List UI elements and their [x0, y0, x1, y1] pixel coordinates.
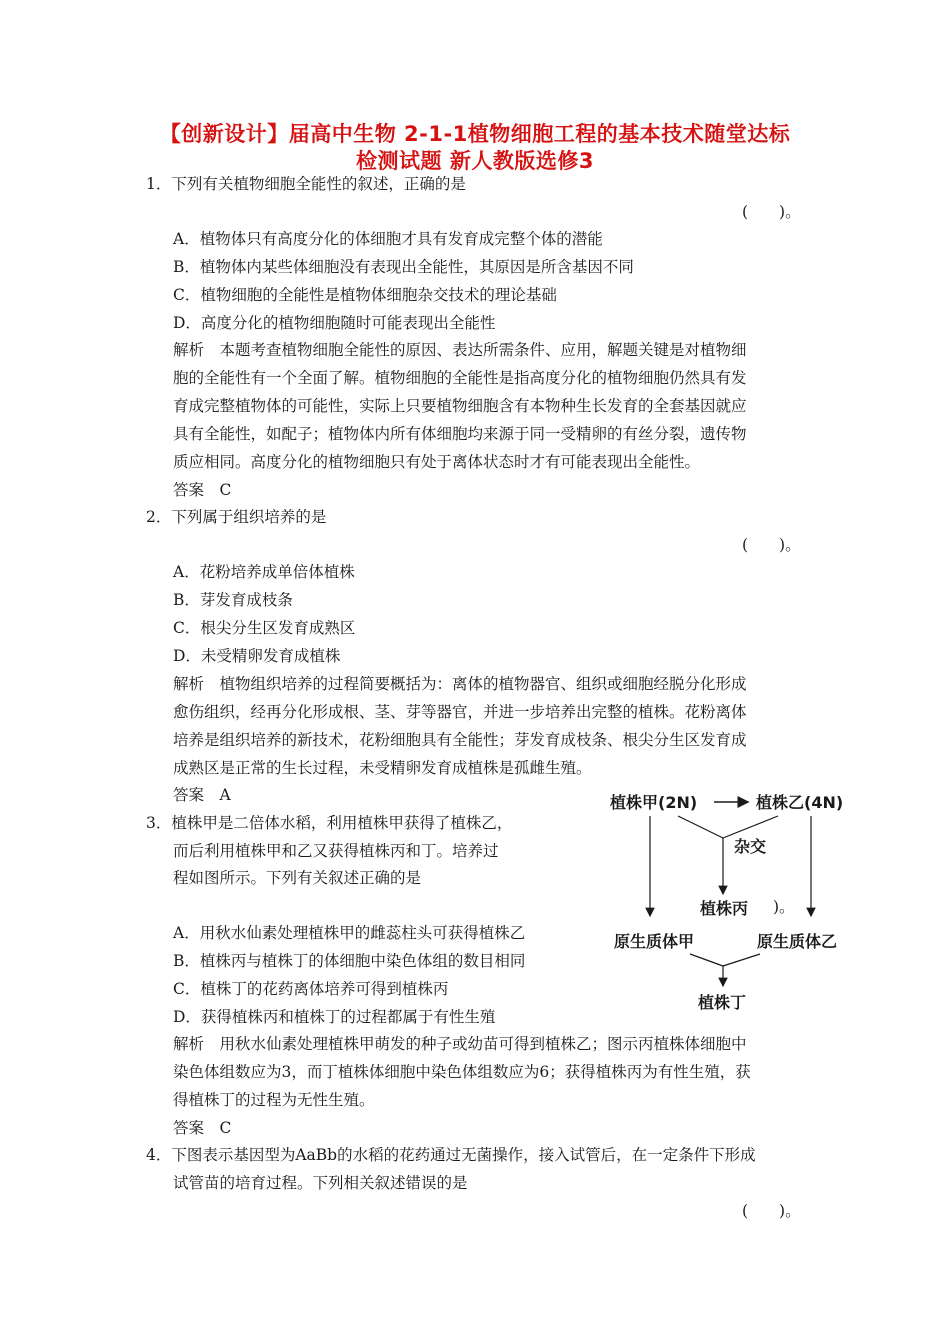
q3-breeding-diagram — [600, 786, 860, 1021]
q1-analysis-line: 胞的全能性有一个全面了解。植物细胞的全能性是指高度分化的植物细胞仍然具有发 — [173, 369, 747, 387]
q3-option-b: B．植株丙与植株丁的体细胞中染色体组的数目相同 — [173, 952, 526, 970]
q3-stem-line: 而后利用植株甲和乙又获得植株丙和丁。培养过 — [173, 842, 499, 860]
q2-answer-blank: ( )。 — [742, 536, 801, 554]
fusion-line-right — [723, 954, 760, 966]
plant-d-label: 植株丁 — [698, 993, 747, 1012]
q2-option-a: A．花粉培养成单倍体植株 — [173, 563, 355, 581]
plant-b-label: 植株乙(4N) — [756, 793, 844, 812]
q2-analysis-line: 愈伤组织，经再分化形成根、茎、芽等器官，并进一步培养出完整的植株。花粉离体 — [173, 703, 747, 721]
q3-option-d: D．获得植株丙和植株丁的过程都属于有性生殖 — [173, 1008, 496, 1026]
q1-option-c: C．植物细胞的全能性是植物体细胞杂交技术的理论基础 — [173, 286, 557, 304]
q1-option-d: D．高度分化的植物细胞随时可能表现出全能性 — [173, 314, 496, 332]
cross-line-right — [723, 816, 778, 838]
q3-stem-line: 3．植株甲是二倍体水稻，利用植株甲获得了植株乙， — [146, 814, 513, 832]
q1-analysis-line: 具有全能性，如配子；植物体内所有体细胞均来源于同一受精卵的有丝分裂，遗传物 — [173, 425, 747, 443]
q3-analysis-line: 染色体组数应为3，而丁植株体细胞中染色体组数应为6；获得植株丙为有性生殖，获 — [173, 1063, 751, 1081]
q1-option-a: A．植物体只有高度分化的体细胞才具有发育成完整个体的潜能 — [173, 230, 603, 248]
cross-label: 杂交 — [734, 837, 767, 856]
q1-analysis-line: 质应相同。高度分化的植物细胞只有处于离体状态时才有可能表现出全能性。 — [173, 453, 701, 471]
q1-option-b: B．植物体内某些体细胞没有表现出全能性，其原因是所含基因不同 — [173, 258, 634, 276]
q2-analysis-line: 解析 植物组织培养的过程简要概括为：离体的植物器官、组织或细胞经脱分化形成 — [173, 675, 747, 693]
q1-answer: 答案 C — [173, 481, 232, 499]
q3-answer-blank: )。 — [773, 898, 795, 916]
q1-analysis-line: 育成完整植物体的可能性，实际上只要植物细胞含有本物种生长发育的全套基因就应 — [173, 397, 747, 415]
q3-analysis-line: 得植株丁的过程为无性生殖。 — [173, 1091, 375, 1109]
plant-c-label: 植株丙 — [700, 899, 749, 918]
q3-stem-line: 程如图所示。下列有关叙述正确的是 — [173, 869, 422, 887]
q1-answer-blank: ( )。 — [742, 203, 801, 221]
q3-analysis-line: 解析 用秋水仙素处理植株甲萌发的种子或幼苗可得到植株乙；图示丙植株体细胞中 — [173, 1035, 747, 1053]
q3-answer: 答案 C — [173, 1119, 232, 1137]
q2-analysis-line: 成熟区是正常的生长过程，未受精卵发育成植株是孤雌生殖。 — [173, 759, 592, 777]
fusion-line-left — [690, 954, 723, 966]
document-title-line-1: 【创新设计】届高中生物 2-1-1植物细胞工程的基本技术随堂达标 — [159, 122, 791, 146]
q3-option-a: A．用秋水仙素处理植株甲的雌蕊柱头可获得植株乙 — [173, 924, 526, 942]
cross-line-left — [678, 816, 723, 838]
q2-answer: 答案 A — [173, 786, 231, 804]
q4-stem-line: 4．下图表示基因型为AaBb的水稻的花药通过无菌操作，接入试管后，在一定条件下形成 — [146, 1146, 756, 1164]
plant-a-label: 植株甲(2N) — [610, 793, 698, 812]
protoplast-b-label: 原生质体乙 — [757, 932, 838, 951]
protoplast-a-label: 原生质体甲 — [614, 932, 695, 951]
q2-option-c: C．根尖分生区发育成熟区 — [173, 619, 356, 637]
document-title-line-2: 检测试题 新人教版选修3 — [356, 149, 594, 173]
q4-stem-line: 试管苗的培育过程。下列相关叙述错误的是 — [173, 1174, 468, 1192]
q4-answer-blank: ( )。 — [742, 1202, 801, 1220]
q2-option-b: B．芽发育成枝条 — [173, 591, 293, 609]
q1-stem: 1．下列有关植物细胞全能性的叙述，正确的是 — [146, 175, 466, 193]
q3-option-c: C．植株丁的花药离体培养可得到植株丙 — [173, 980, 449, 998]
q2-analysis-line: 培养是组织培养的新技术，花粉细胞具有全能性；芽发育成枝条、根尖分生区发育成 — [173, 731, 747, 749]
q2-stem: 2．下列属于组织培养的是 — [146, 508, 327, 526]
q1-analysis-line: 解析 本题考查植物细胞全能性的原因、表达所需条件、应用，解题关键是对植物细 — [173, 341, 747, 359]
q2-option-d: D．未受精卵发育成植株 — [173, 647, 341, 665]
